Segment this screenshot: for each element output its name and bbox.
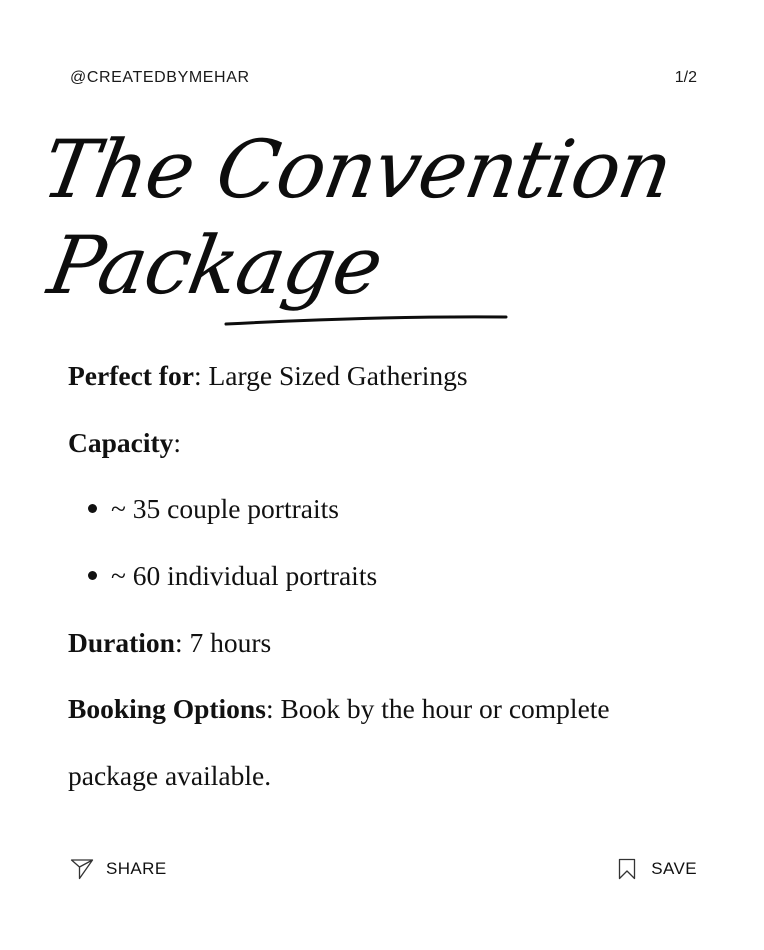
paper-plane-icon: [70, 858, 94, 880]
title-line-2: Package: [41, 219, 389, 312]
duration-row: [68, 627, 271, 659]
booking-row: [68, 693, 610, 725]
capacity-suffix: :: [173, 427, 182, 458]
perfect-for-row: [68, 360, 468, 392]
perfect-for-label: Perfect for: [68, 360, 194, 391]
capacity-item: ~ 60 individual portraits: [111, 560, 378, 591]
booking-label: Booking Options: [68, 693, 266, 724]
capacity-row: [68, 427, 181, 459]
save-label: SAVE: [651, 859, 697, 878]
share-button[interactable]: [70, 858, 167, 880]
page-title: [35, 110, 679, 350]
capacity-label: Capacity: [68, 427, 174, 458]
booking-value: : Book by the hour or complete: [265, 693, 610, 724]
duration-value: : 7 hours: [174, 627, 272, 658]
booking-row-continued: package available.: [68, 760, 272, 791]
list-item: [88, 560, 377, 592]
page-indicator: 1/2: [674, 69, 697, 86]
bullet-dot-icon: [88, 504, 97, 513]
title-underline-flourish: [41, 110, 604, 350]
capacity-item: ~ 35 couple portraits: [111, 493, 339, 524]
bullet-dot-icon: [88, 571, 97, 580]
share-label: SHARE: [106, 859, 167, 878]
bookmark-icon: [618, 858, 636, 880]
perfect-for-value: : Large Sized Gatherings: [193, 360, 468, 391]
save-button[interactable]: [618, 858, 697, 880]
post-actions-bar: [0, 855, 764, 889]
title-line-1: The Convention: [35, 123, 679, 216]
list-item: [88, 493, 339, 525]
duration-label: Duration: [68, 627, 175, 658]
account-handle[interactable]: @CREATEDBYMEHAR: [70, 69, 250, 86]
